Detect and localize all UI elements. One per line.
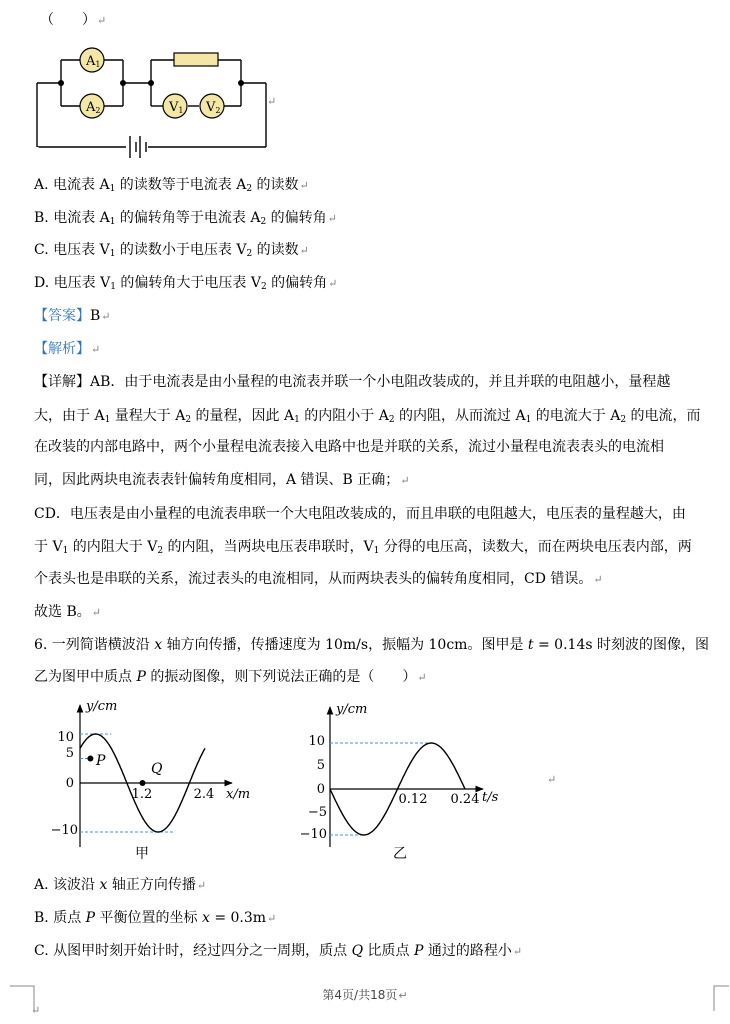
page-footer: 第4页/共18页↵ <box>322 988 408 1002</box>
q5-option-a: A. 电流表 $A_1$ 的读数等于电流表 $A_2$ 的读数↵ <box>34 177 309 194</box>
y-axis-label: y/cm <box>86 699 118 714</box>
q5-stem-tail: （ ）↵ <box>40 12 107 28</box>
analysis-label: 【解析】↵ <box>34 341 101 357</box>
x-tick-2-4: 2.4 <box>193 787 215 802</box>
ammeter-a2 <box>80 94 104 118</box>
graph-caption-jia: 甲 <box>135 846 149 862</box>
graph-caption-yi: 乙 <box>393 846 407 862</box>
q5-option-d: D. 电压表 $V_1$ 的偏转角大于电压表 $V_2$ 的偏转角↵ <box>34 275 338 292</box>
x-tick-0-24: 0.24 <box>450 792 480 807</box>
y-tick-10: 10 <box>308 734 325 749</box>
svg-text:A1: A1 <box>86 54 101 69</box>
y-tick-neg10: −10 <box>299 827 327 842</box>
q6-stem-line-1: 6. 一列简谐横波沿 x 轴方向传播，传播速度为 10m/s，振幅为 10cm。图甲是 t = 0.14s 时刻波的图像，图 <box>34 637 709 653</box>
detail-line-4: 同，因此两块电流表表针偏转角度相同，A 错误、B 正确；↵ <box>34 472 410 488</box>
y-tick-5: 5 <box>316 758 325 773</box>
y-tick-neg5: −5 <box>307 805 327 820</box>
point-q <box>140 780 146 786</box>
answer-line: 【答案】B↵ <box>34 308 111 324</box>
y-tick-5: 5 <box>65 746 74 761</box>
circuit-diagram <box>30 38 280 168</box>
y-tick-0: 0 <box>316 782 325 797</box>
x-tick-1-2: 1.2 <box>131 787 153 802</box>
detail-line-7: 个表头也是串联的关系，流过表头的电流相同，从而两块表头的偏转角度相同，CD 错误。↵ <box>34 571 603 587</box>
detail-line-1: 【详解】AB．由于电流表是由小量程的电流表并联一个小电阻改装成的，并且并联的电阻越小，量程越 <box>34 374 671 390</box>
svg-text:A2: A2 <box>86 100 101 115</box>
point-p-label: P <box>96 753 106 769</box>
svg-text:V2: V2 <box>206 100 221 115</box>
q6-option-a: A. 该波沿 x 轴正方向传播↵ <box>34 877 207 893</box>
y-tick-10: 10 <box>57 730 74 745</box>
detail-line-6: 于 $V_1$ 的内阻大于 $V_2$ 的内阻，当两块电压表串联时，$V_1$ 分得的电压高，读数大，而在两块电压表内部，两 <box>34 539 692 556</box>
x-tick-0-12: 0.12 <box>398 792 428 807</box>
voltmeter-v2 <box>200 94 224 118</box>
q6-stem-line-2: 乙为图甲中质点 P 的振动图像，则下列说法正确的是（ ）↵ <box>34 669 427 685</box>
y-tick-0: 0 <box>65 776 74 791</box>
q5-option-c: C. 电压表 $V_1$ 的读数小于电压表 $V_2$ 的读数↵ <box>34 242 309 259</box>
resistor <box>174 53 218 66</box>
ammeter-a1 <box>80 48 104 72</box>
y-axis-label: y/cm <box>336 702 368 717</box>
point-q-label: Q <box>151 761 163 777</box>
detail-line-3: 在改装的内部电路中，两个小量程电流表接入电路中也是并联的关系，流过小量程电流表表头的电流相 <box>34 439 664 455</box>
q6-option-b: B. 质点 P 平衡位置的坐标 x = 0.3m↵ <box>34 910 277 926</box>
x-axis-label: t/s <box>482 790 499 805</box>
detail-line-2: 大，由于 $A_1$ 量程大于 $A_2$ 的量程，因此 $A_1$ 的内阻小于 $A_2$ 的内阻，从而流过 $A_1$ 的电流大于 $A_2$ 的电流，而 <box>34 408 701 425</box>
y-tick-neg10: −10 <box>50 823 78 838</box>
detail-line-5: CD．电压表是由小量程的电流表串联一个大电阻改装成的，而且串联的电阻越大，电压表的量程越大，由 <box>34 506 686 522</box>
voltmeter-v1 <box>163 94 187 118</box>
x-axis-label: x/m <box>226 787 251 802</box>
q6-option-c: C. 从图甲时刻开始计时，经过四分之一周期，质点 Q 比质点 P 通过的路程小↵ <box>34 943 523 959</box>
wave-graph-jia <box>50 697 290 862</box>
q5-option-b: B. 电流表 $A_1$ 的偏转角等于电流表 $A_2$ 的偏转角↵ <box>34 210 337 227</box>
svg-text:V1: V1 <box>169 100 184 115</box>
detail-line-8: 故选 B。↵ <box>34 604 101 620</box>
vibration-graph-yi <box>299 697 530 862</box>
point-p <box>87 756 93 762</box>
